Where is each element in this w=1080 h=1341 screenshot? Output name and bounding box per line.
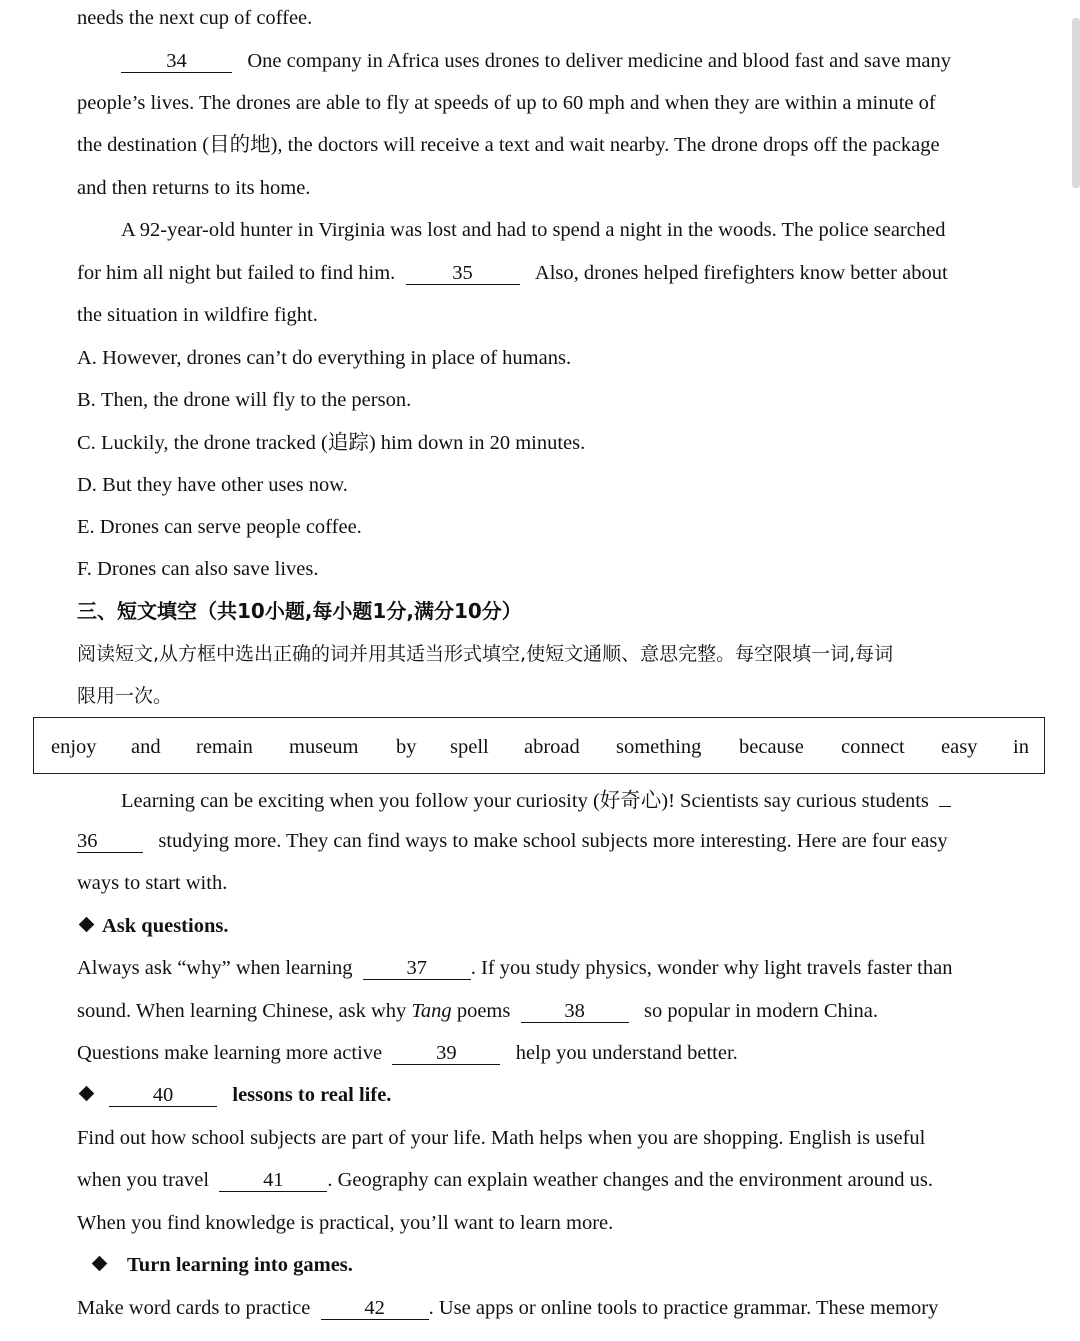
option-d: D. But they have other uses now. [77, 474, 348, 496]
option-f: F. Drones can also save lives. [77, 558, 319, 580]
word-box-item: because [739, 736, 804, 758]
blank-34[interactable]: 34 [121, 51, 232, 73]
word-box-item: museum [289, 736, 359, 758]
ask-questions-line-1: Always ask “why” when learning 37 . If you study physics, wonder why light travels faster than [77, 957, 953, 979]
blank-38[interactable]: 38 [521, 1001, 629, 1023]
paragraph-34-line-1: 34 One company in Africa uses drones to deliver medicine and blood fast and save many [121, 48, 951, 74]
option-e: E. Drones can serve people coffee. [77, 516, 362, 538]
connect-lessons-line-3: When you find knowledge is practical, you’ll want to learn more. [77, 1212, 614, 1234]
ask-questions-line-2: sound. When learning Chinese, ask why Tang poems 38 so popular in modern China. [77, 1000, 878, 1022]
diamond-bullet-icon [92, 1256, 108, 1272]
blank-42[interactable]: 42 [321, 1298, 429, 1320]
blank-40[interactable]: 40 [109, 1085, 217, 1107]
text-line: needs the next cup of coffee. [77, 7, 313, 29]
word-box-item: and [131, 736, 161, 758]
blank-35[interactable]: 35 [406, 263, 520, 285]
paragraph-34-line-3: the destination (目的地), the doctors will receive a text and wait nearby. The drone drops off the package [77, 134, 940, 156]
word-box-item: by [396, 736, 417, 758]
subheading-ask-questions: Ask questions. [77, 913, 228, 939]
diamond-bullet-icon [79, 917, 95, 933]
paragraph-35-line-3: the situation in wildfire fight. [77, 304, 318, 326]
word-box-item: remain [196, 736, 253, 758]
blank-36[interactable]: 36 [77, 831, 143, 853]
diamond-bullet-icon [79, 1086, 95, 1102]
blank-37[interactable]: 37 [363, 958, 471, 980]
paragraph-34-line-2: people’s lives. The drones are able to fly at speeds of up to 60 mph and when they are within a minute of [77, 92, 936, 114]
word-box-item: something [616, 736, 702, 758]
option-a: A. However, drones can’t do everything in place of humans. [77, 347, 572, 369]
subheading-games: Turn learning into games. [77, 1252, 353, 1278]
word-box [33, 717, 1045, 774]
option-b: B. Then, the drone will fly to the person. [77, 389, 412, 411]
option-c: C. Luckily, the drone tracked (追踪) him down in 20 minutes. [77, 432, 586, 454]
word-box-item: easy [941, 736, 978, 758]
paragraph-34-line-4: and then returns to its home. [77, 177, 311, 199]
paragraph-35-line-2: for him all night but failed to find him. 35 Also, drones helped firefighters know better about [77, 262, 948, 284]
section-instruction-line-1: 阅读短文,从方框中选出正确的词并用其适当形式填空,使短文通顺、意思完整。每空限填一词,每词 [77, 643, 894, 665]
passage-intro-line-3: ways to start with. [77, 872, 228, 894]
blank-41[interactable]: 41 [219, 1170, 327, 1192]
scrollbar[interactable] [1072, 18, 1080, 188]
ask-questions-line-3: Questions make learning more active 39 help you understand better. [77, 1042, 738, 1064]
blank-36-start [939, 785, 951, 807]
word-box-item: enjoy [51, 736, 97, 758]
passage-intro-line-2: 36 studying more. They can find ways to make school subjects more interesting. Here are four easy [77, 830, 948, 852]
connect-lessons-line-2: when you travel 41 . Geography can explain weather changes and the environment around us. [77, 1169, 933, 1191]
connect-lessons-line-1: Find out how school subjects are part of your life. Math helps when you are shopping. English is useful [77, 1127, 926, 1149]
section-instruction-line-2: 限用一次。 [77, 685, 173, 707]
word-box-item: in [1013, 736, 1029, 758]
subheading-connect-lessons: 40 lessons to real life. [77, 1082, 391, 1108]
paragraph-35-line-1: A 92-year-old hunter in Virginia was lost and had to spend a night in the woods. The police searched [121, 219, 946, 241]
word-box-item: connect [841, 736, 905, 758]
word-box-item: abroad [524, 736, 580, 758]
section-heading: 三、短文填空（共10小题,每小题1分,满分10分） [77, 599, 522, 623]
blank-39[interactable]: 39 [392, 1043, 500, 1065]
games-line-1: Make word cards to practice 42 . Use apps or online tools to practice grammar. These memory [77, 1297, 939, 1319]
word-box-item: spell [450, 736, 489, 758]
passage-intro-line-1: Learning can be exciting when you follow your curiosity (好奇心)! Scientists say curious students [121, 785, 951, 814]
